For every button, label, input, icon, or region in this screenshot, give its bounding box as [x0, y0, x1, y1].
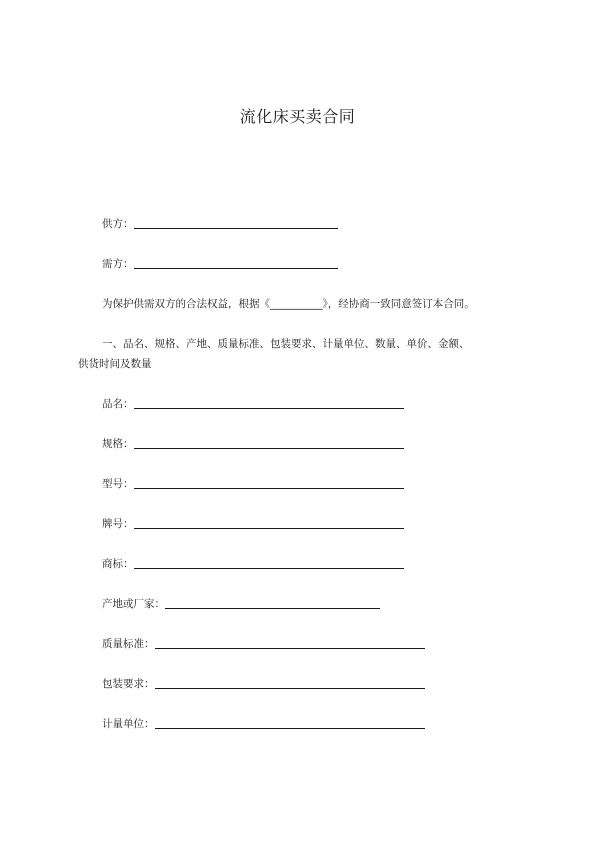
field-origin: [102, 594, 380, 614]
field-model: [102, 474, 404, 494]
supplier-line: [102, 214, 338, 234]
quality-standard-label: 质量标准：: [102, 638, 155, 650]
product-name-blank[interactable]: [134, 394, 404, 409]
trademark-label: 商标：: [102, 558, 134, 570]
field-packaging: [102, 674, 425, 694]
field-brand: [102, 514, 404, 534]
specification-blank[interactable]: [134, 434, 404, 449]
intro-paragraph: 为保护供需双方的合法权益，根据《__________》，经协商一致同意签订本合同。: [102, 298, 475, 310]
packaging-label: 包装要求：: [102, 678, 155, 690]
packaging-blank[interactable]: [155, 674, 425, 689]
field-product-name: [102, 394, 404, 414]
origin-blank[interactable]: [165, 594, 380, 609]
buyer-label: 需方：: [102, 258, 134, 270]
origin-label: 产地或厂家：: [102, 598, 165, 610]
specification-label: 规格：: [102, 438, 134, 450]
document-title: 流化床买卖合同: [239, 107, 356, 126]
model-blank[interactable]: [134, 474, 404, 489]
brand-label: 牌号：: [102, 518, 134, 530]
field-quality-standard: [102, 634, 425, 654]
trademark-blank[interactable]: [134, 554, 404, 569]
product-name-label: 品名：: [102, 398, 134, 410]
clause-1-line-1: 一、品名、规格、产地、质量标准、包装要求、计量单位、数量、单价、金额、: [102, 338, 470, 350]
field-unit: [102, 714, 425, 734]
field-trademark: [102, 554, 404, 574]
supplier-blank[interactable]: [134, 214, 338, 229]
unit-label: 计量单位：: [102, 718, 155, 730]
supplier-label: 供方：: [102, 218, 134, 230]
unit-blank[interactable]: [155, 714, 425, 729]
clause-1-line-2: 供货时间及数量: [78, 358, 152, 370]
quality-standard-blank[interactable]: [155, 634, 425, 649]
field-specification: [102, 434, 404, 454]
brand-blank[interactable]: [134, 514, 404, 529]
buyer-blank[interactable]: [134, 254, 338, 269]
buyer-line: [102, 254, 338, 274]
model-label: 型号：: [102, 478, 134, 490]
